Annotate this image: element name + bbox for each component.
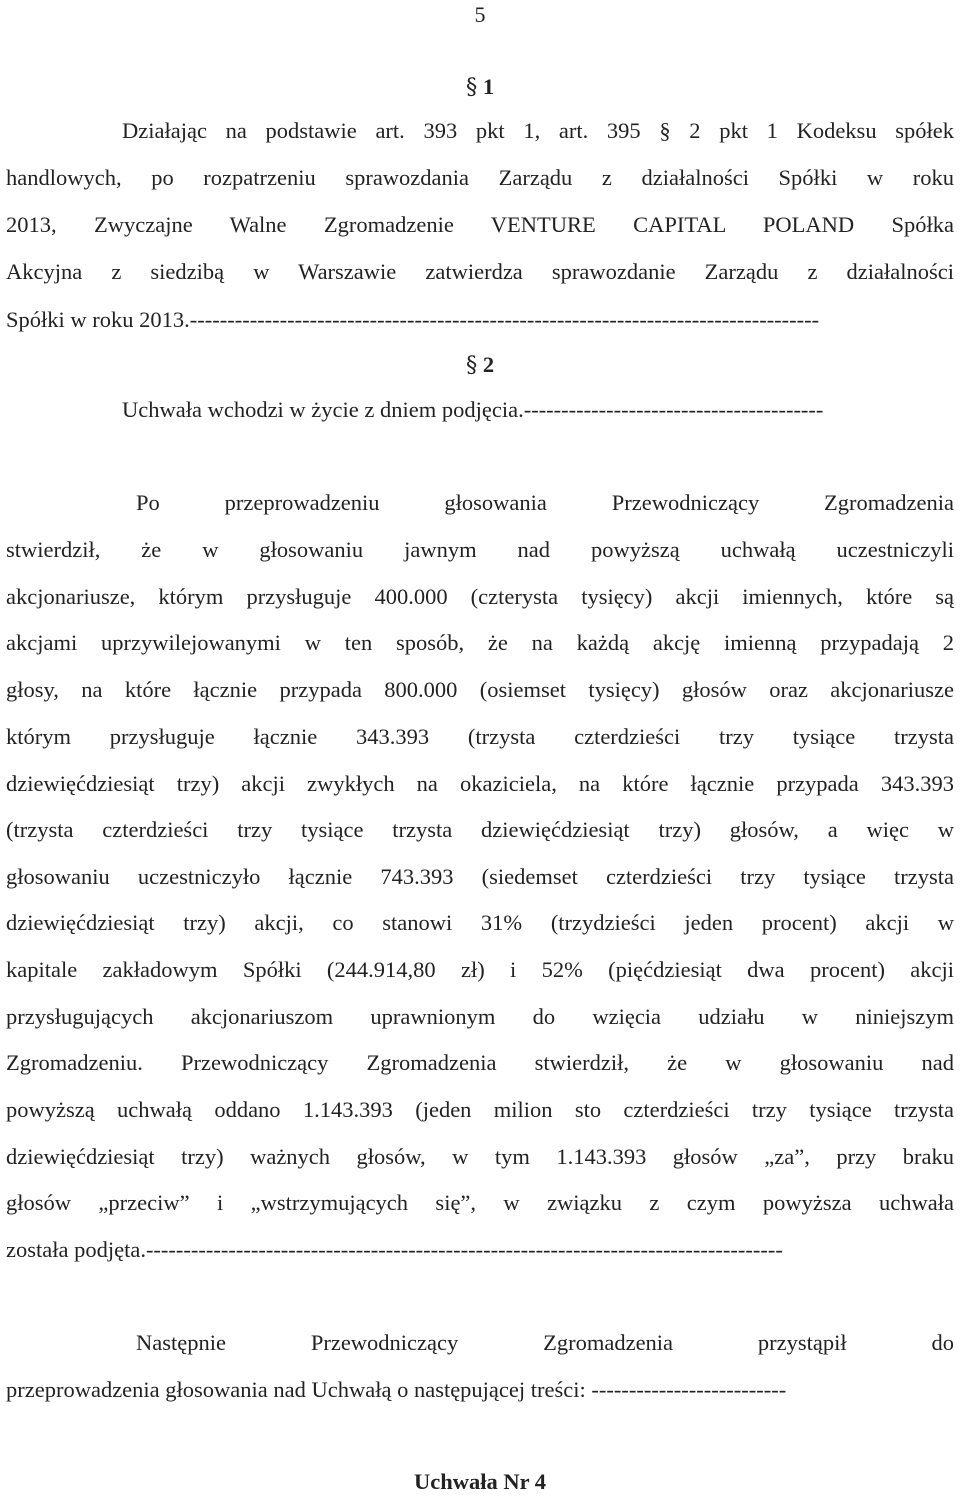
section-symbol: § — [465, 352, 478, 378]
section-2-heading — [0, 350, 960, 380]
next-line-2: przeprowadzenia głosowania nad Uchwałą o następującej treści: -------------------------- — [6, 1377, 787, 1402]
section-2-text: Uchwała wchodzi w życie z dniem podjęcia.---------------------------------------- — [122, 397, 824, 422]
voting-line-11: kapitale zakładowym Spółki (244.914,80 zł) i 52% (pięćdziesiąt dwa procent) akcji — [6, 957, 954, 982]
voting-line-2: stwierdził, że w głosowaniu jawnym nad powyższą uchwałą uczestniczyli — [6, 537, 954, 562]
voting-line-17: została podjęta.------------------------------------------------------------------------------------- — [6, 1237, 783, 1262]
page-number: 5 — [474, 2, 486, 27]
voting-line-12: przysługujących akcjonariuszom uprawnionym do wzięcia udziału w niniejszym — [6, 1004, 954, 1029]
voting-line-8: (trzysta czterdzieści trzy tysiące trzysta dziewięćdziesiąt trzy) głosów, a więc w — [6, 817, 954, 842]
voting-line-15: dziewięćdziesiąt trzy) ważnych głosów, w tym 1.143.393 głosów „za”, przy braku — [6, 1144, 954, 1169]
voting-line-16: głosów „przeciw” i „wstrzymujących się”, w związku z czym powyższa uchwała — [6, 1190, 954, 1215]
voting-line-10: dziewięćdziesiąt trzy) akcji, co stanowi 31% (trzydzieści jeden procent) akcji w — [6, 910, 954, 935]
section-number: 1 — [482, 74, 495, 99]
section-1-line-2: handlowych, po rozpatrzeniu sprawozdania Zarządu z działalności Spółki w roku — [6, 165, 954, 190]
voting-line-1: Po przeprowadzeniu głosowania Przewodniczący Zgromadzenia — [136, 490, 954, 515]
section-1-heading — [0, 72, 960, 102]
section-symbol: § — [465, 74, 478, 100]
voting-line-6: którym przysługuje łącznie 343.393 (trzysta czterdzieści trzy tysiące trzysta — [6, 724, 954, 749]
voting-line-4: akcjami uprzywilejowanymi w ten sposób, że na każdą akcję imienną przypadają 2 — [6, 630, 954, 655]
next-resolution-title: Uchwała Nr 4 — [413, 1469, 547, 1494]
voting-line-7: dziewięćdziesiąt trzy) akcji zwykłych na okaziciela, na które łącznie przypada 343.393 — [6, 771, 954, 796]
next-line-1: Następnie Przewodniczący Zgromadzenia przystąpił do — [136, 1330, 954, 1355]
section-1-line-5: Spółki w roku 2013.------------------------------------------------------------------------------------ — [6, 307, 820, 332]
voting-line-3: akcjonariusze, którym przysługuje 400.000 (czterysta tysięcy) akcji imiennych, które są — [6, 584, 954, 609]
voting-line-14: powyższą uchwałą oddano 1.143.393 (jeden milion sto czterdzieści trzy tysiące trzysta — [6, 1097, 954, 1122]
voting-line-13: Zgromadzeniu. Przewodniczący Zgromadzenia stwierdził, że w głosowaniu nad — [6, 1050, 954, 1075]
section-1-line-1: Działając na podstawie art. 393 pkt 1, art. 395 § 2 pkt 1 Kodeksu spółek — [122, 118, 954, 143]
section-1-line-3: 2013, Zwyczajne Walne Zgromadzenie VENTURE CAPITAL POLAND Spółka — [6, 212, 954, 237]
section-number: 2 — [482, 352, 495, 377]
voting-line-9: głosowaniu uczestniczyło łącznie 743.393 (siedemset czterdzieści trzy tysiące trzysta — [6, 864, 954, 889]
section-1-line-4: Akcyjna z siedzibą w Warszawie zatwierdza sprawozdanie Zarządu z działalności — [6, 259, 954, 284]
voting-line-5: głosy, na które łącznie przypada 800.000 (osiemset tysięcy) głosów oraz akcjonariusze — [6, 677, 954, 702]
